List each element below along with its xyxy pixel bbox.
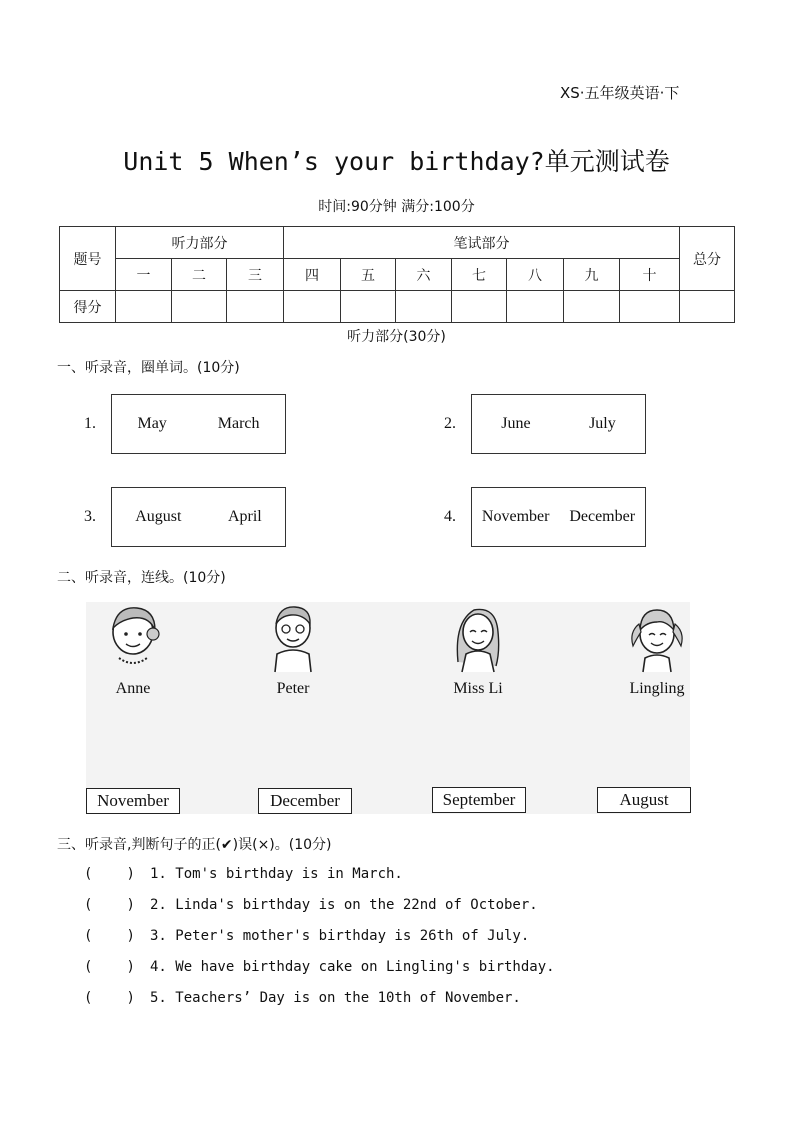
score-table-q-label: 题号 — [60, 227, 116, 291]
word-option[interactable]: June — [501, 415, 531, 432]
tf-item — [84, 928, 529, 944]
tf-item — [84, 990, 521, 1006]
score-col: 八 — [507, 259, 564, 291]
person-name: Lingling — [629, 680, 685, 697]
girl-pigtails-avatar-icon — [627, 602, 687, 674]
answer-paren[interactable]: ( ) — [84, 866, 135, 882]
answer-paren[interactable]: ( ) — [84, 928, 135, 944]
answer-paren[interactable]: ( ) — [84, 959, 135, 975]
word-option[interactable]: July — [589, 415, 616, 432]
section1-title: 一、听录音，圈单词。(10分) — [57, 360, 240, 376]
tf-statement: 5. Teachers’ Day is on the 10th of November. — [150, 990, 521, 1006]
boy-avatar-icon — [263, 602, 323, 674]
score-cell[interactable] — [227, 291, 284, 323]
month-box[interactable]: September — [432, 787, 526, 813]
tf-statement: 2. Linda's birthday is on the 22nd of October. — [150, 897, 538, 913]
section3-title: 三、听录音,判断句子的正(✔)误(×)。(10分) — [57, 837, 332, 853]
month-box[interactable]: December — [258, 788, 352, 814]
score-col: 十 — [620, 259, 680, 291]
item-number: 1. — [84, 415, 96, 432]
word-option[interactable]: April — [227, 508, 262, 525]
score-cell[interactable] — [341, 291, 396, 323]
score-table-listening: 听力部分 — [116, 227, 284, 259]
score-cell[interactable] — [680, 291, 735, 323]
word-box — [111, 394, 286, 454]
tf-item — [84, 897, 538, 913]
score-cell[interactable] — [620, 291, 680, 323]
score-cell[interactable] — [284, 291, 341, 323]
tf-item — [84, 959, 555, 975]
score-col: 二 — [172, 259, 227, 291]
section2-title: 二、听录音，连线。(10分) — [57, 570, 226, 586]
score-table — [59, 226, 735, 323]
person-miss-li[interactable] — [418, 602, 538, 698]
person-peter[interactable] — [233, 602, 353, 698]
answer-paren[interactable]: ( ) — [84, 990, 135, 1006]
word-box — [471, 487, 646, 547]
word-option[interactable]: March — [217, 415, 260, 432]
page-title: Unit 5 When’s your birthday?单元测试卷 — [123, 147, 670, 176]
month-box[interactable]: August — [597, 787, 691, 813]
score-cell[interactable] — [564, 291, 620, 323]
score-col: 五 — [341, 259, 396, 291]
word-option[interactable]: May — [137, 415, 167, 432]
score-col: 九 — [564, 259, 620, 291]
score-cell[interactable] — [172, 291, 227, 323]
word-option[interactable]: November — [481, 508, 550, 525]
score-table-score-label: 得分 — [60, 291, 116, 323]
answer-paren[interactable]: ( ) — [84, 897, 135, 913]
person-anne[interactable] — [73, 602, 193, 698]
score-col: 三 — [227, 259, 284, 291]
exam-meta: 时间:90分钟 满分:100分 — [318, 199, 475, 215]
month-box[interactable]: November — [86, 788, 180, 814]
girl-avatar-icon — [103, 602, 163, 674]
score-col: 七 — [452, 259, 507, 291]
listening-part-title: 听力部分(30分) — [347, 329, 446, 345]
score-table-total: 总分 — [680, 227, 735, 291]
header-tag: XS·五年级英语·下 — [560, 84, 680, 102]
score-cell[interactable] — [452, 291, 507, 323]
score-cell[interactable] — [116, 291, 172, 323]
tf-statement: 1. Tom's birthday is in March. — [150, 866, 403, 882]
score-col: 六 — [396, 259, 452, 291]
item-number: 2. — [444, 415, 456, 432]
item-number: 3. — [84, 508, 96, 525]
word-option[interactable]: August — [135, 508, 182, 525]
word-option[interactable]: December — [569, 508, 636, 525]
score-cell[interactable] — [507, 291, 564, 323]
tf-item — [84, 866, 403, 882]
score-col: 一 — [116, 259, 172, 291]
word-box — [111, 487, 286, 547]
person-name: Peter — [276, 680, 310, 697]
score-col: 四 — [284, 259, 341, 291]
score-table-writing: 笔试部分 — [284, 227, 680, 259]
person-lingling[interactable] — [597, 602, 717, 698]
tf-statement: 4. We have birthday cake on Lingling's birthday. — [150, 959, 555, 975]
tf-statement: 3. Peter's mother's birthday is 26th of July. — [150, 928, 530, 944]
score-cell[interactable] — [396, 291, 452, 323]
person-name: Anne — [115, 680, 151, 697]
person-name: Miss Li — [453, 680, 503, 697]
woman-avatar-icon — [448, 602, 508, 674]
word-box — [471, 394, 646, 454]
item-number: 4. — [444, 508, 456, 525]
